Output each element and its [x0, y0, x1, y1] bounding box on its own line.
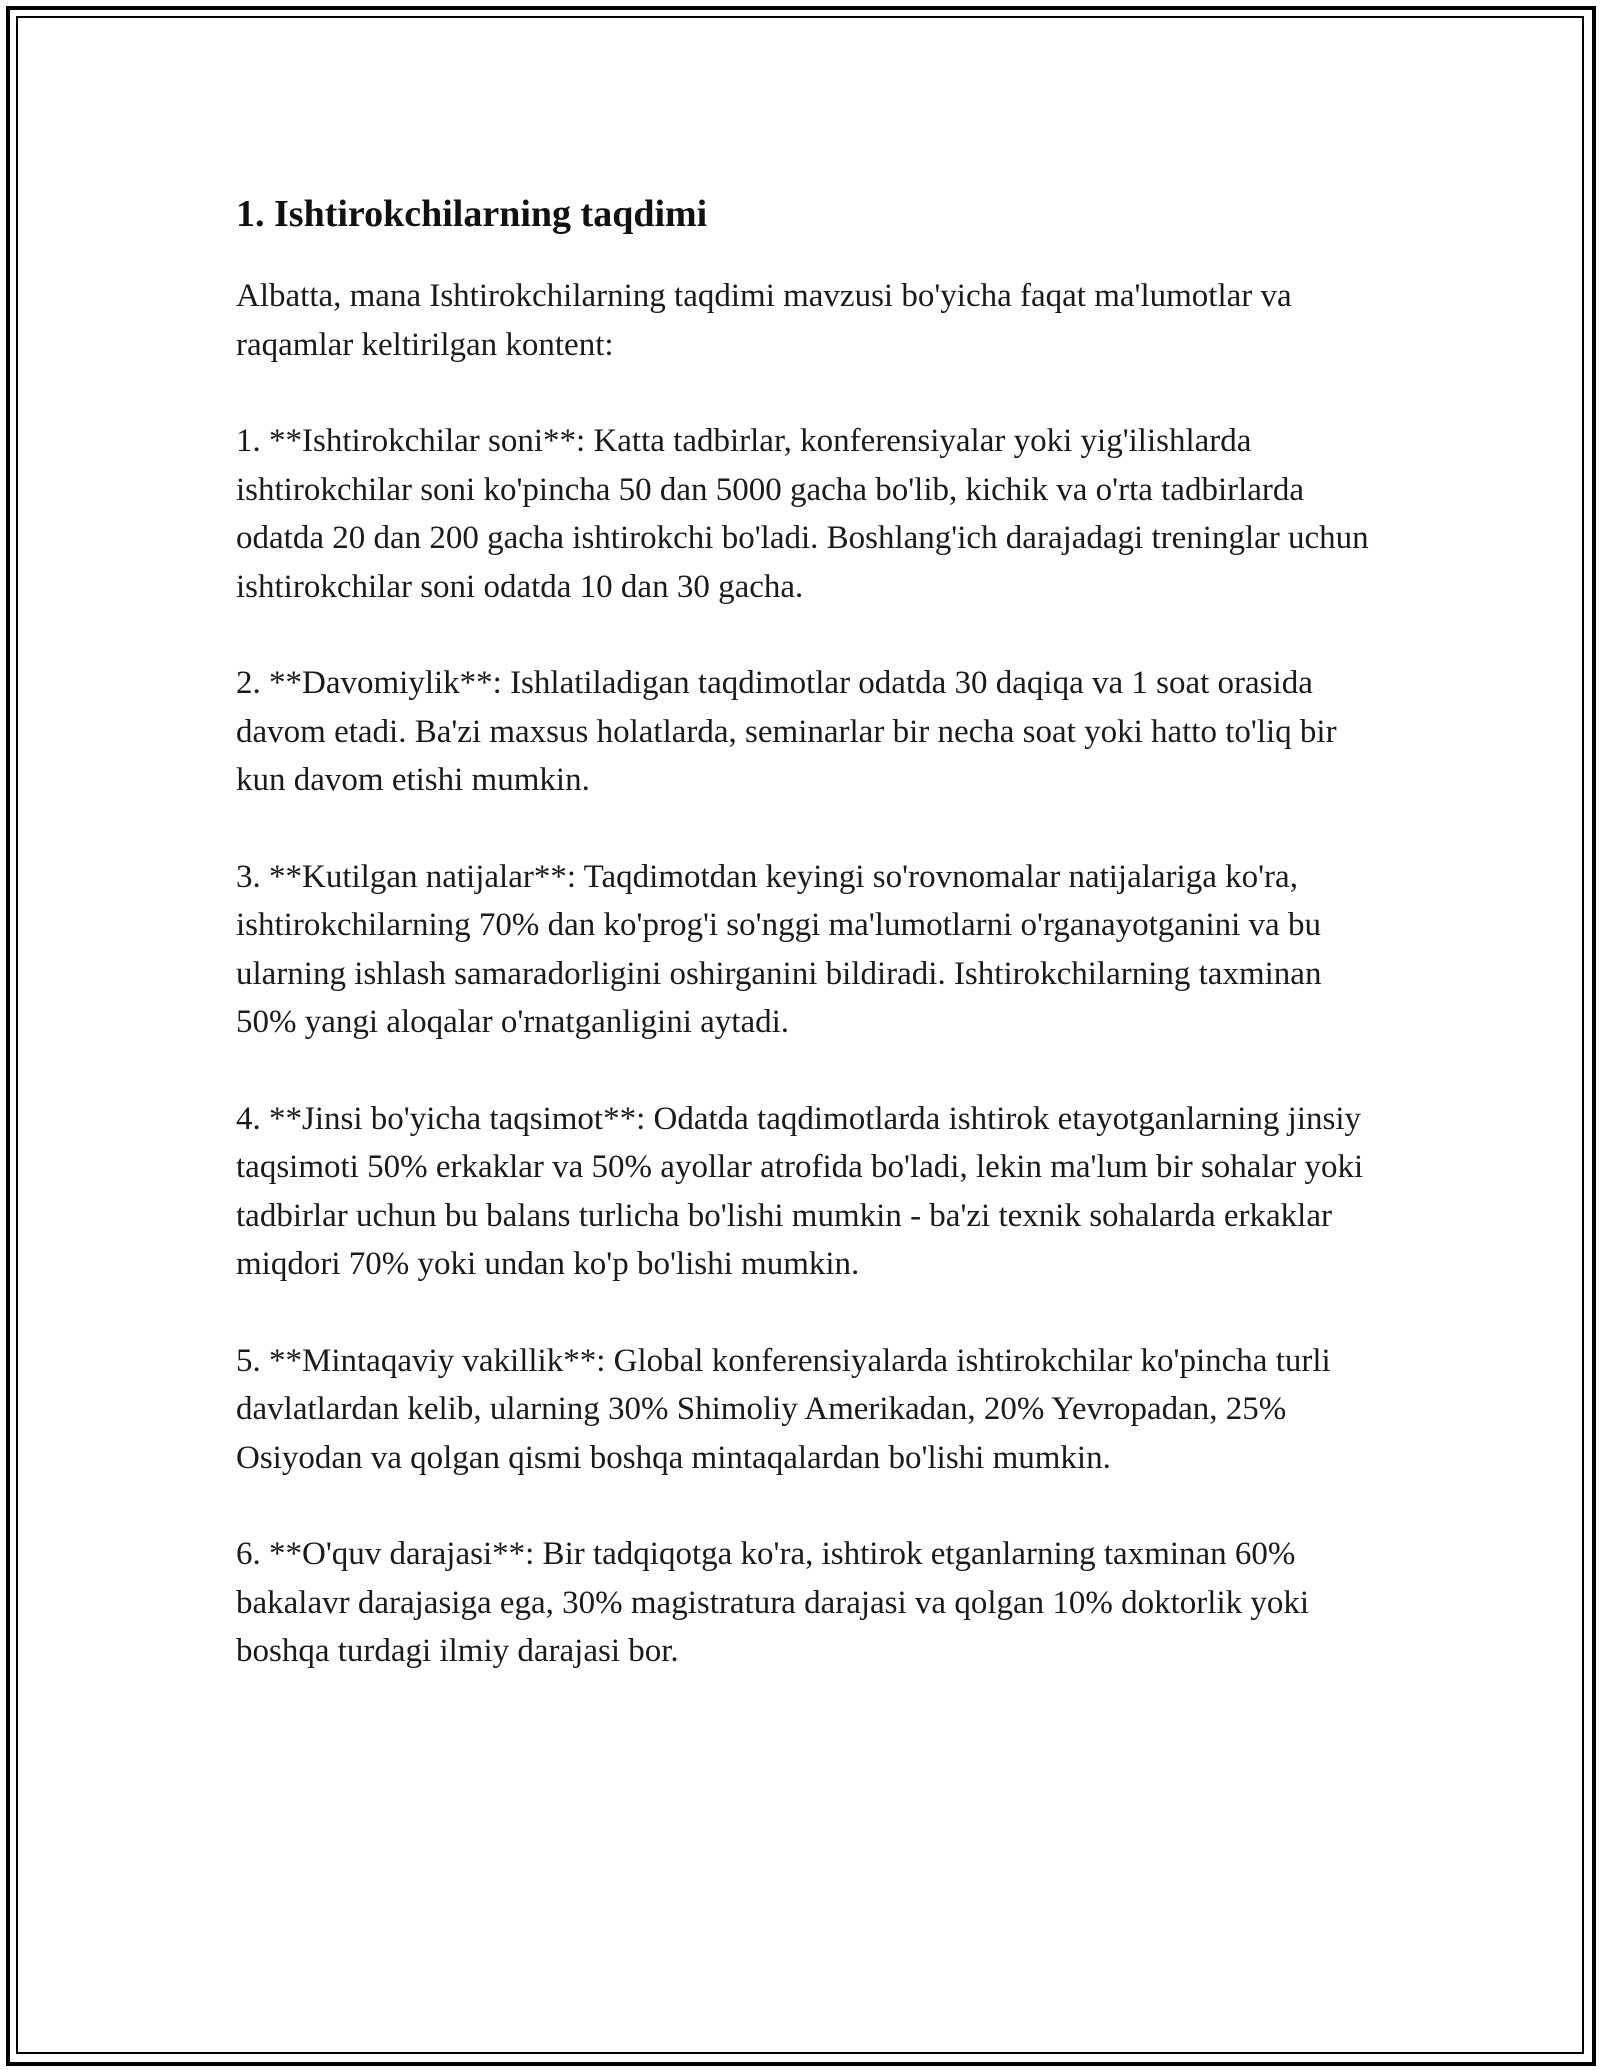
- intro-paragraph: Albatta, mana Ishtirokchilarning taqdimi mavzusi bo'yicha faqat ma'lumotlar va raqamlar keltirilgan kontent:: [236, 278, 1292, 363]
- item-participants-count: 1. **Ishtirokchilar soni**: Katta tadbirlar, konferensiyalar yoki yig'ilishlarda ishtirokchilar soni ko'pincha 50 dan 5000 gacha bo'lib, kichik va o'rta tadbirlarda odatda 20 dan 200 gacha ishtirokchi bo'ladi. Boshlang'ich darajadagi treninglar uchun ishtirokchilar soni odatda 10 dan 30 gacha.: [236, 423, 1369, 605]
- item-gender-distribution: 4. **Jinsi bo'yicha taqsimot**: Odatda taqdimotlarda ishtirok etayotganlarning jinsiy taqsimoti 50% erkaklar va 50% ayollar atrofida bo'ladi, lekin ma'lum bir sohalar yoki tadbirlar uchun bu balans turlicha bo'lishi mumkin - ba'zi texnik sohalarda erkaklar miqdori 70% yoki undan ko'p bo'lishi mumkin.: [236, 1100, 1364, 1282]
- section-heading: 1. Ishtirokchilarning taqdimi: [236, 193, 708, 235]
- document-body: [236, 186, 1386, 1724]
- item-regional-representation: 5. **Mintaqaviy vakillik**: Global konferensiyalarda ishtirokchilar ko'pincha turli davlatlardan kelib, ularning 30% Shimoliy Amerikadan, 20% Yevropadan, 25% Osiyodan va qolgan qismi boshqa mintaqalardan bo'lishi mumkin.: [236, 1342, 1331, 1476]
- item-duration: 2. **Davomiylik**: Ishlatiladigan taqdimotlar odatda 30 daqiqa va 1 soat orasida davom etadi. Ba'zi maxsus holatlarda, seminarlar bir necha soat yoki hatto to'liq bir kun davom etishi mumkin.: [236, 665, 1337, 798]
- item-education-level: 6. **O'quv darajasi**: Bir tadqiqotga ko'ra, ishtirok etganlarning taxminan 60% bakalavr darajasiga ega, 30% magistratura darajasi va qolgan 10% doktorlik yoki boshqa turdagi ilmiy darajasi bor.: [236, 1536, 1310, 1669]
- item-expected-results: 3. **Kutilgan natijalar**: Taqdimotdan keyingi so'rovnomalar natijalariga ko'ra, ishtirokchilarning 70% dan ko'prog'i so'nggi ma'lumotlarni o'rganayotganini va bu ularning ishlash samaradorligini oshirganini bildiradi. Ishtirokchilarning taxminan 50% yangi aloqalar o'rnatganligini aytadi.: [236, 858, 1322, 1040]
